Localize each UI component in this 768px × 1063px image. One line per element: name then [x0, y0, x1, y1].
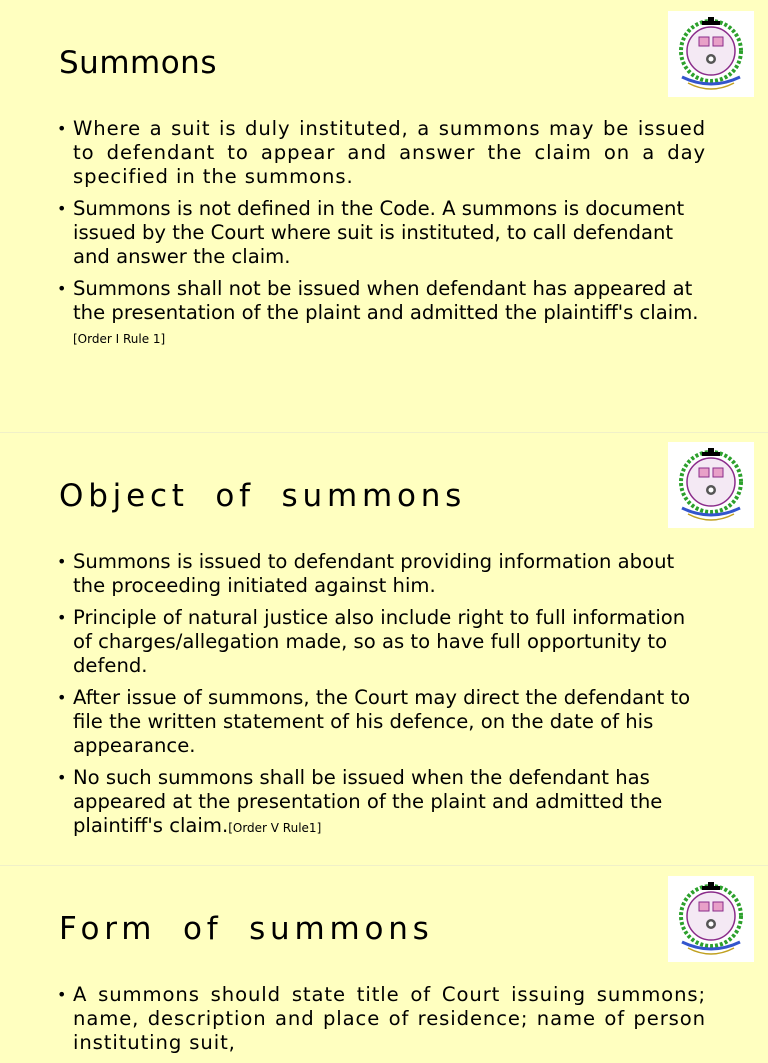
citation-reference: [Order I Rule 1]: [73, 332, 166, 346]
bullet-icon: •: [57, 279, 67, 298]
bullet-icon: •: [57, 552, 67, 571]
list-item: [56, 197, 706, 269]
bullet-text: Principle of natural justice also include right to full information of charges/allegation made, so as to have full opportunity to defend.: [73, 606, 686, 677]
institution-logo-icon: [668, 442, 754, 528]
bullet-icon: •: [57, 985, 68, 1004]
bullet-text: Summons shall not be issued when defendant has appeared at the presentation of the plaint and admitted the plaintiff's claim.: [73, 277, 699, 324]
bullet-text: Summons is issued to defendant providing information about the proceeding initiated against him.: [73, 550, 675, 597]
bullet-icon: •: [57, 688, 67, 707]
slide-title: Summons: [59, 45, 217, 81]
bullet-list: [56, 117, 706, 357]
bullet-text: No such summons shall be issued when the defendant has appeared at the presentation of the plaint and admitted the plaintiff's claim.: [73, 766, 663, 837]
bullet-text: A summons should state title of Court issuing summons; name, description and place of residence; name of person instituting suit,: [73, 983, 706, 1054]
bullet-text: Where a suit is duly instituted, a summons may be issued to defendant to appear and answer the claim on a day specified in the summons.: [73, 117, 706, 188]
list-item: [56, 117, 706, 189]
slide-form-of-summons: [0, 866, 768, 1054]
list-item: [56, 606, 706, 678]
list-item: [56, 686, 706, 758]
citation-reference: [Order V Rule1]: [228, 821, 322, 835]
bullet-icon: •: [57, 608, 67, 627]
slide-summons: [0, 0, 768, 432]
bullet-list: [56, 550, 706, 846]
slide-title: Object of summons: [59, 478, 467, 514]
slide-object-of-summons: [0, 433, 768, 865]
list-item: [56, 277, 706, 349]
bullet-text: After issue of summons, the Court may direct the defendant to file the written statement of his defence, on the date of his appearance.: [73, 686, 691, 757]
list-item: [56, 983, 706, 1055]
institution-logo-icon: [668, 876, 754, 962]
list-item: [56, 550, 706, 598]
bullet-icon: •: [57, 119, 68, 138]
bullet-list: [56, 983, 706, 1063]
bullet-icon: •: [57, 199, 67, 218]
institution-logo-icon: [668, 11, 754, 97]
bullet-icon: •: [57, 768, 67, 787]
bullet-text: Summons is not defined in the Code. A summons is document issued by the Court where suit is instituted, to call defendant and answer the claim.: [73, 197, 685, 268]
list-item: [56, 766, 706, 838]
slide-title: Form of summons: [59, 911, 434, 947]
